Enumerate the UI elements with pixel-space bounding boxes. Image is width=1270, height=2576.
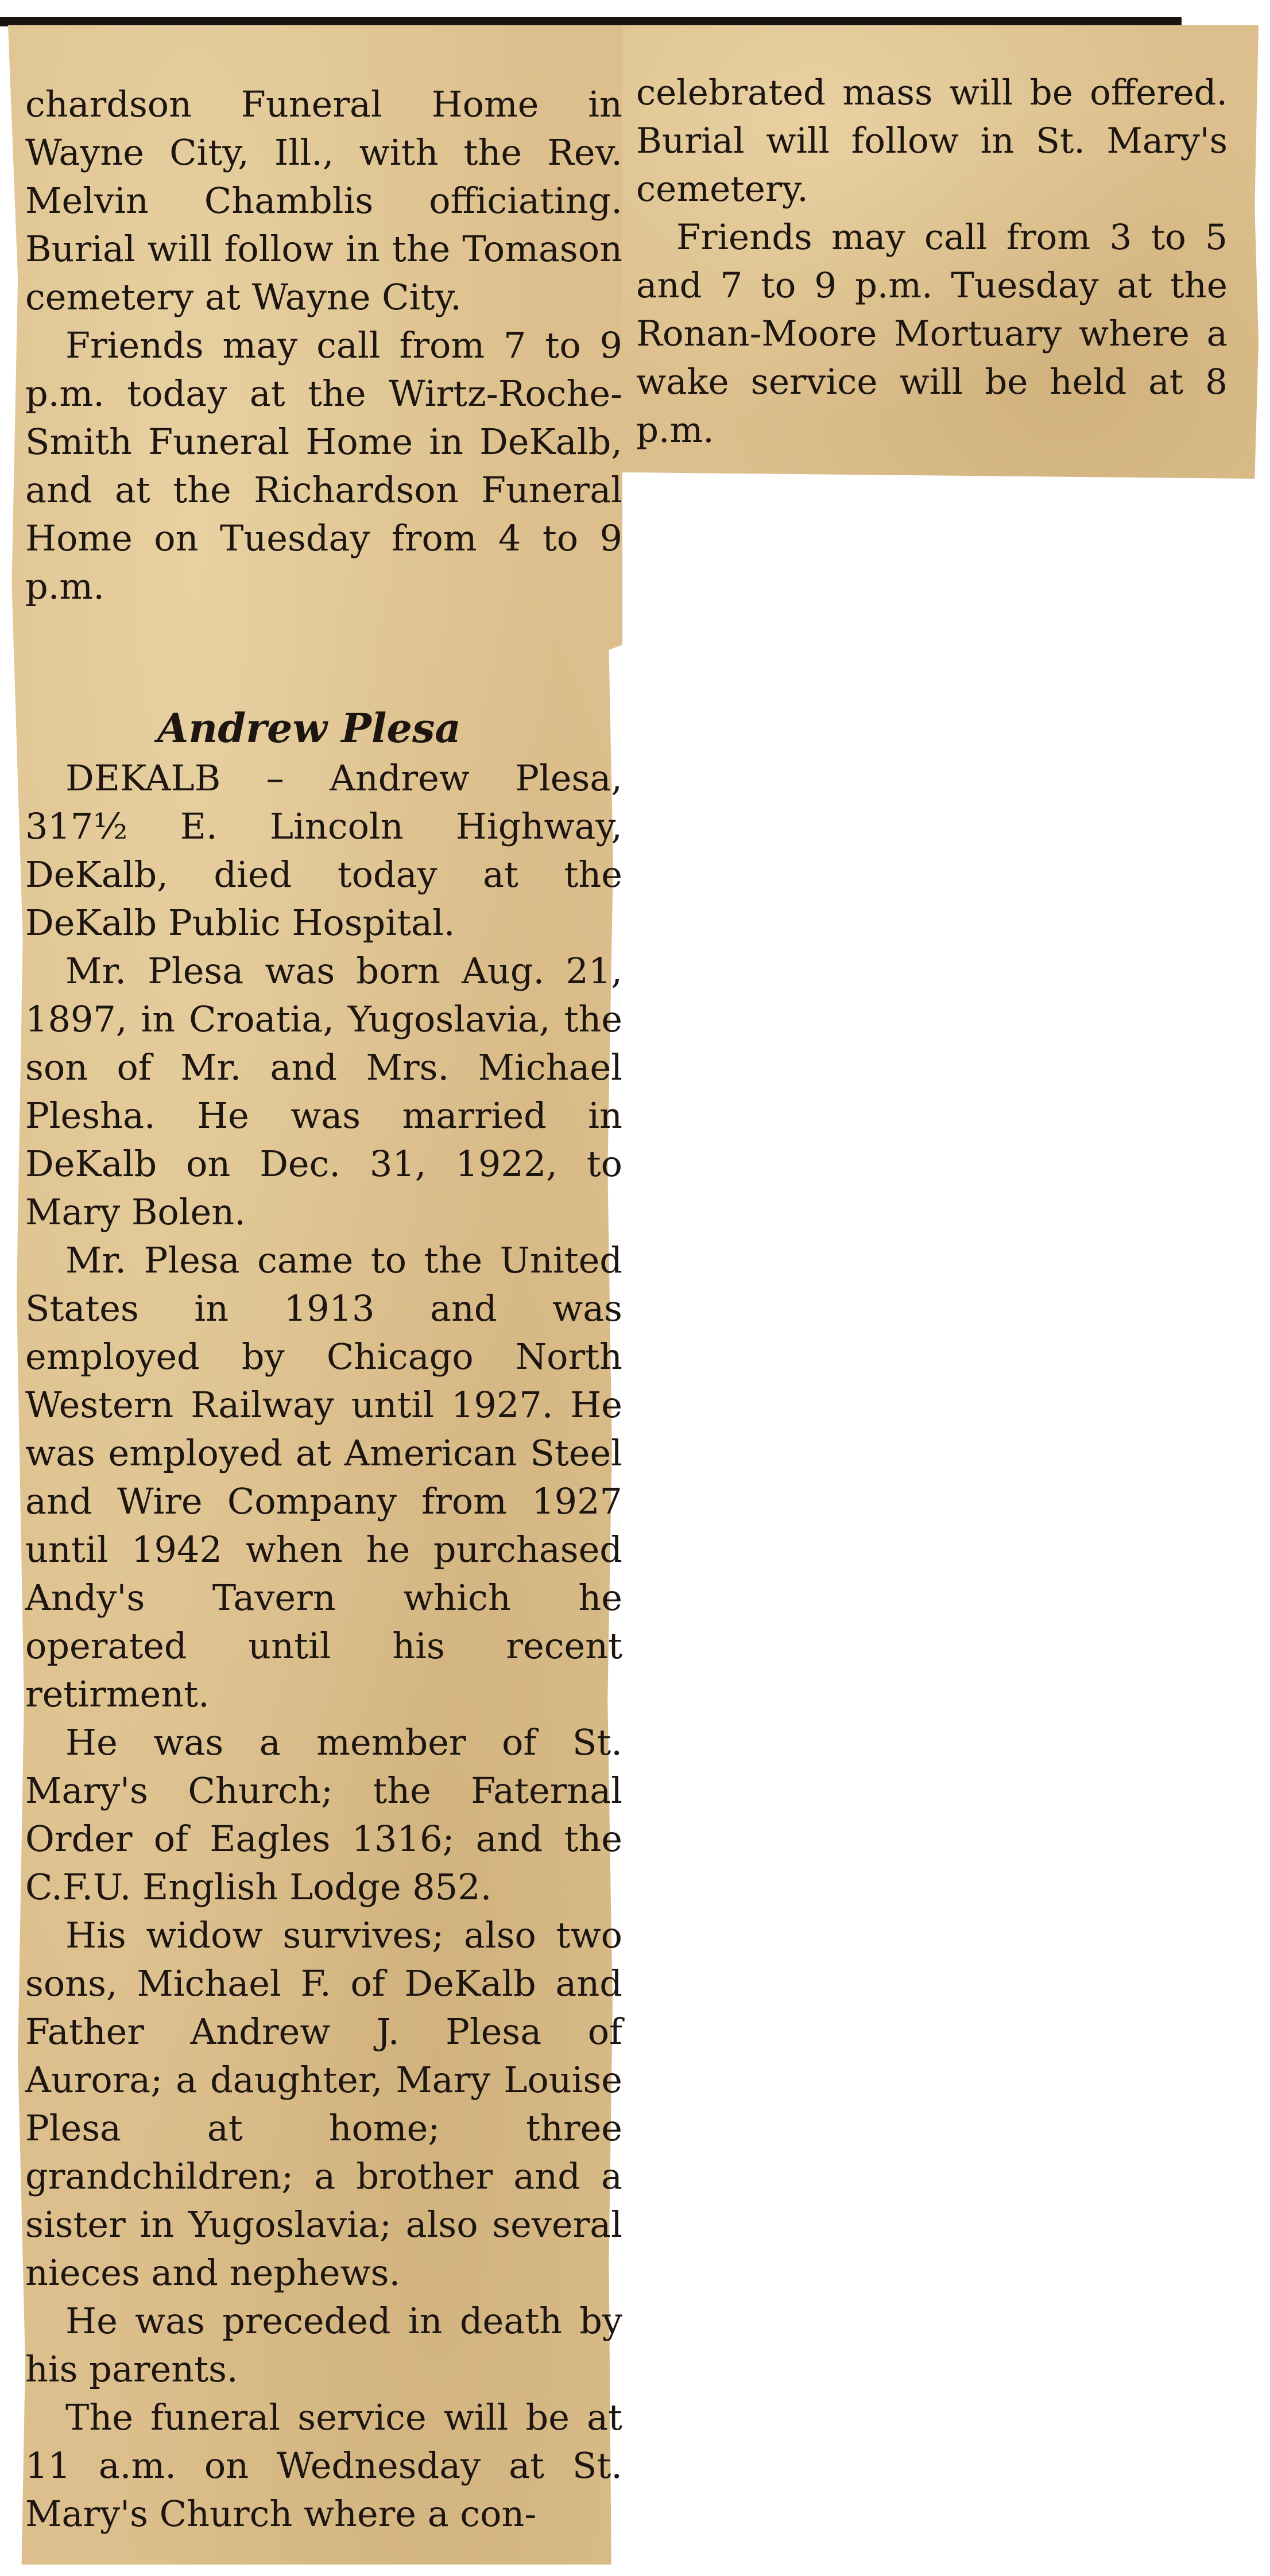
continuation-paragraph: Friends may call from 3 to 5 and 7 to 9 p.m. Tuesday at the Ronan-Moore Mortuary where a wake service will be held at 8 p.m. — [636, 217, 1228, 451]
obituary-paragraph: Mr. Plesa was born Aug. 21, 1897, in Croatia, Yugoslavia, the son of Mr. and Mrs. Michael Plesha. He was married in DeKalb on Dec. 31, 1922, to Mary Bolen. — [25, 950, 622, 1233]
continuation-paragraph: Friends may call from 7 to 9 p.m. today at the Wirtz-Roche-Smith Funeral Home in DeKalb, and at the Richardson Funeral Home on Tuesday from 4 to 9 p.m. — [25, 324, 622, 607]
right-column-text — [636, 69, 1228, 455]
obituary-headline: Andrew Plesa — [157, 704, 461, 752]
obituary-paragraph: DEKALB – Andrew Plesa, 317½ E. Lincoln Highway, DeKalb, died today at the DeKalb Public Hospital. — [25, 757, 622, 944]
obituary-paragraph: He was a member of St. Mary's Church; the Faternal Order of Eagles 1316; and the C.F.U. English Lodge 852. — [25, 1721, 622, 1908]
column-rule — [0, 17, 1182, 26]
continuation-paragraph: chardson Funeral Home in Wayne City, Ill., with the Rev. Melvin Chamblis officiating. Burial will follow in the Tomason cemetery at Wayne City. — [25, 83, 622, 318]
obituary-paragraph: His widow survives; also two sons, Michael F. of DeKalb and Father Andrew J. Plesa of Aurora; a daughter, Mary Louise Plesa at home; three grandchildren; a brother and a sister in Yugoslavia; also several nieces and nephews. — [25, 1914, 622, 2294]
continuation-paragraph: celebrated mass will be offered. Burial will follow in St. Mary's cemetery. — [636, 72, 1228, 210]
obituary-paragraph: He was preceded in death by his parents. — [25, 2300, 622, 2390]
obituary-paragraph: Mr. Plesa came to the United States in 1913 and was employed by Chicago North Western Railway until 1927. He was employed at American Steel and Wire Company from 1927 until 1942 when he purchased Andy's Tavern which he operated until his recent retirment. — [25, 1239, 622, 1715]
left-column-text — [25, 80, 622, 2538]
obituary-paragraph: The funeral service will be at 11 a.m. on Wednesday at St. Mary's Church where a con- — [25, 2396, 622, 2535]
